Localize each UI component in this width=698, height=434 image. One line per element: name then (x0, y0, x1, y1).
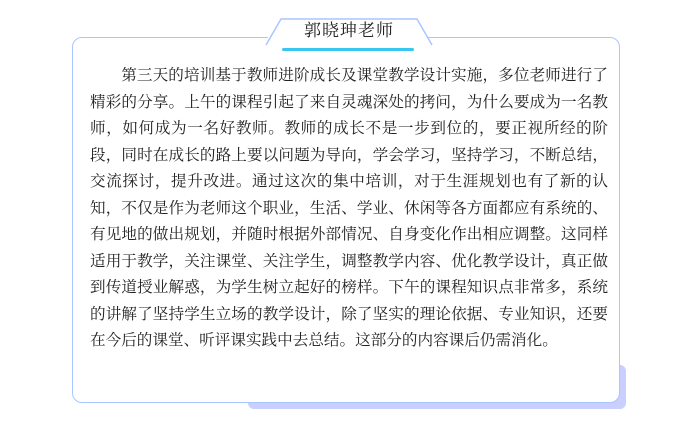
body-paragraph: 第三天的培训基于教师进阶成长及课堂教学设计实施，多位老师进行了精彩的分享。上午的课程引起了来自灵魂深处的拷问，为什么要成为一名教师，如何成为一名好教师。教师的成长不是一步到位的，要正视所经的阶段，同时在成长的路上要以问题为导向，学会学习，坚持学习，不断总结，交流探讨，提升改进。通过这次的集中培训，对于生涯规划也有了新的认知，不仅是作为老师这个职业，生活、学业、休闲等各方面都应有系统的、有见地的做出规划，并随时根据外部情况、自身变化作出相应调整。这同样适用于教学，关注课堂、关注学生，调整教学内容、优化教学设计，真正做到传道授业解惑，为学生树立起好的榜样。下午的课程知识点非常多，系统的讲解了坚持学生立场的教学设计，除了坚实的理论依据、专业知识，还要在今后的课堂、听评课实践中去总结。这部分的内容课后仍需消化。 (90, 66, 608, 349)
card-title: 郭晓珅老师 (304, 21, 394, 41)
title-underline (282, 48, 414, 51)
